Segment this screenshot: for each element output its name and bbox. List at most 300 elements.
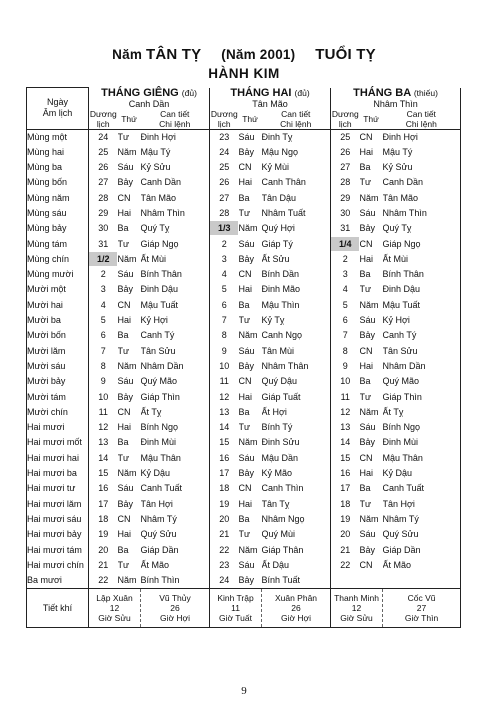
can-chi: Tân Tỵ [261, 498, 290, 509]
weekday: Hai [117, 529, 132, 540]
can-chi: Bính Ngọ [383, 420, 461, 435]
can-chi: Ất Mão [383, 558, 461, 573]
solar-date: 31 [89, 237, 118, 252]
table-row [27, 512, 461, 527]
solar-date: 21 [210, 527, 239, 542]
page-title [0, 46, 488, 63]
can-chi: Canh Tuất [140, 483, 183, 494]
lunar-day-label: Mùng bảy [27, 221, 89, 236]
weekday: Năm [359, 299, 379, 310]
can-chi: Canh Ngọ [261, 330, 303, 341]
lunar-day-label: Mùng năm [27, 191, 89, 206]
solar-date [89, 252, 118, 267]
can-chi: Giáp Thìn [383, 390, 461, 405]
can-chi: Mậu Thìn [261, 299, 300, 310]
solar-date: 3 [210, 252, 239, 267]
can-chi: Bính Tuất [261, 575, 301, 586]
table-row [27, 129, 461, 145]
weekday: Năm [359, 513, 379, 524]
weekday: Bảy [238, 146, 255, 157]
can-chi: Ất Dậu [261, 559, 290, 570]
solar-date: 18 [331, 497, 360, 512]
solar-date: 12 [210, 390, 239, 405]
weekday: Hai [359, 253, 374, 264]
table-row [27, 466, 461, 481]
duong-lich-header: Dương lịch [331, 108, 359, 129]
weekday: Ba [117, 330, 129, 341]
can-chi: Mậu Ngọ [261, 146, 299, 157]
solar-date: 28 [331, 175, 360, 190]
solar-date: 22 [210, 543, 239, 558]
month-start-highlight: 1/2 [89, 252, 117, 266]
table-row [27, 405, 461, 420]
can-chi [383, 573, 461, 589]
solar-date: 6 [331, 313, 360, 328]
table-row [27, 237, 461, 252]
can-chi: Đinh Mùi [383, 435, 461, 450]
weekday: Hai [238, 284, 253, 295]
can-chi: Nhâm Ngọ [261, 513, 305, 524]
solar-date [331, 237, 360, 252]
lunar-day-label: Mùng mười [27, 267, 89, 282]
lunar-day-label: Hai mươi ba [27, 466, 89, 481]
table-row [27, 175, 461, 190]
lunar-day-label: Mười tám [27, 390, 89, 405]
solar-date: 13 [331, 420, 360, 435]
can-chi: Đinh Sửu [261, 437, 300, 448]
can-chi: Mậu Tý [383, 145, 461, 160]
solar-date: 27 [210, 191, 239, 206]
solar-date: 5 [210, 282, 239, 297]
table-row [27, 359, 461, 374]
can-chi: Giáp Ngọ [383, 237, 461, 252]
weekday: Năm [117, 146, 137, 157]
weekday: Tư [117, 238, 130, 249]
can-chi: Kỷ Dậu [383, 466, 461, 481]
lunar-day-label: Mười bảy [27, 374, 89, 389]
can-chi: Canh Thìn [261, 483, 304, 494]
month-start-highlight: 1/4 [331, 237, 359, 251]
solar-date: 8 [331, 344, 360, 359]
weekday: Năm [238, 544, 258, 555]
weekday: Hai [117, 207, 132, 218]
lunar-day-label: Hai mươi chín [27, 558, 89, 573]
solar-date: 9 [210, 344, 239, 359]
can-chi: Kỷ Hợi [140, 315, 168, 326]
lunar-day-label: Mười chín [27, 405, 89, 420]
can-chi: Canh Dần [383, 175, 461, 190]
can-chi: Mậu Thân [140, 452, 181, 463]
weekday: Hai [117, 422, 132, 433]
solar-date: 24 [210, 573, 239, 589]
solar-date: 6 [89, 328, 118, 343]
weekday: Bảy [238, 468, 255, 479]
can-chi: Giáp Dần [383, 543, 461, 558]
table-row [27, 435, 461, 450]
solar-term: Lập Xuân 12 Giờ Sửu [89, 589, 141, 628]
solar-date: 8 [210, 328, 239, 343]
weekday: Bảy [238, 575, 255, 586]
weekday: Năm [238, 437, 258, 448]
solar-date: 15 [210, 435, 239, 450]
weekday: Sáu [117, 376, 134, 387]
solar-date: 27 [89, 175, 118, 190]
weekday: CN [238, 483, 252, 494]
solar-date: 9 [331, 359, 360, 374]
solar-date: 16 [331, 466, 360, 481]
weekday: Năm [359, 406, 379, 417]
weekday: CN [359, 559, 373, 570]
can-chi: Bính Dần [261, 269, 300, 280]
weekday [360, 573, 383, 589]
weekday: Sáu [359, 207, 376, 218]
can-chi: Kỷ Tỵ [261, 315, 285, 326]
can-chi: Ất Hợi [261, 406, 287, 417]
weekday: Sáu [238, 452, 255, 463]
solar-term: Thanh Minh 12 Giờ Sửu [331, 589, 383, 628]
can-chi: Giáp Ngọ [140, 238, 179, 249]
can-chi: Nhâm Thìn [140, 207, 185, 218]
solar-date: 3 [331, 267, 360, 282]
can-chi: Canh Tý [383, 328, 461, 343]
solar-date: 17 [89, 497, 118, 512]
lunar-day-label: Mười lăm [27, 344, 89, 359]
solar-date: 18 [89, 512, 118, 527]
lunar-day-label: Mùng ba [27, 160, 89, 175]
solar-date: 29 [331, 191, 360, 206]
can-chi: Quý Sửu [140, 529, 177, 540]
lunar-day-label: Hai mươi lăm [27, 497, 89, 512]
can-chi: Ất Mùi [140, 253, 167, 264]
solar-date: 18 [210, 481, 239, 496]
title-prefix: Năm [112, 47, 143, 62]
weekday: CN [238, 376, 252, 387]
can-chi: Canh Thân [261, 177, 306, 188]
solar-date: 20 [331, 527, 360, 542]
solar-date: 7 [331, 328, 360, 343]
weekday: Sáu [117, 162, 134, 173]
can-chi: Tân Hợi [383, 497, 461, 512]
weekday: CN [117, 192, 131, 203]
solar-date: 12 [331, 405, 360, 420]
can-chi: Ất Mão [140, 559, 170, 570]
solar-date: 4 [89, 298, 118, 313]
can-chi: Giáp Tý [261, 238, 293, 249]
table-row [27, 497, 461, 512]
month-header-2: THÁNG HAI (đủ) Tân Mão [210, 88, 331, 109]
solar-date: 23 [210, 129, 239, 145]
can-chi: Mậu Tuất [140, 299, 179, 310]
can-chi-header: Can tiết Chi lệnh [383, 109, 461, 130]
can-chi: Kỷ Sửu [140, 162, 171, 173]
weekday: Ba [359, 269, 371, 280]
weekday: Năm [117, 253, 137, 264]
solar-date: 24 [89, 129, 118, 145]
solar-date: 21 [331, 543, 360, 558]
weekday: CN [117, 406, 131, 417]
can-chi: Nhâm Thân [261, 360, 309, 371]
lunar-day-label: Mười bốn [27, 328, 89, 343]
lunar-day-label: Hai mươi [27, 420, 89, 435]
can-chi: Nhâm Thìn [383, 206, 461, 221]
solar-date: 29 [89, 206, 118, 221]
weekday: Ba [238, 299, 250, 310]
weekday: CN [238, 269, 252, 280]
solar-date [331, 573, 360, 589]
solar-date: 2 [210, 237, 239, 252]
solar-date: 16 [89, 481, 118, 496]
solar-date: 16 [210, 451, 239, 466]
table-row [27, 160, 461, 175]
weekday: Tư [117, 131, 130, 142]
table-row [27, 558, 461, 573]
table-row [27, 344, 461, 359]
weekday: Năm [117, 575, 137, 586]
lunar-day-label: Ba mươi [27, 573, 89, 589]
page-subtitle: HÀNH KIM [208, 66, 280, 81]
can-chi: Đinh Dậu [140, 284, 179, 295]
solar-date: 30 [89, 221, 118, 236]
month-header-3: THÁNG BA (thiếu) Nhâm Thìn [331, 88, 461, 109]
weekday: Ba [117, 223, 129, 234]
solar-date: 28 [210, 206, 239, 221]
table-row [27, 267, 461, 282]
solar-date [210, 221, 239, 236]
weekday: Tư [238, 315, 251, 326]
weekday: Sáu [359, 422, 376, 433]
weekday: Hai [238, 177, 253, 188]
solar-date: 26 [331, 145, 360, 160]
can-chi: Kỷ Dậu [140, 468, 171, 479]
weekday: CN [359, 238, 373, 249]
can-chi: Nhâm Dần [140, 360, 184, 371]
solar-date: 14 [210, 420, 239, 435]
can-chi: Giáp Thìn [140, 391, 180, 402]
can-chi: Đinh Mùi [140, 437, 177, 448]
lunar-day-label: Hai mươi mốt [27, 435, 89, 450]
can-chi: Đinh Dậu [383, 282, 461, 297]
can-chi: Mậu Tý [140, 146, 171, 157]
can-chi: Tân Mùi [261, 345, 295, 356]
can-chi: Đinh Tỵ [261, 131, 293, 142]
weekday: Ba [359, 483, 371, 494]
can-chi: Quý Mùi [261, 529, 296, 540]
can-chi: Ất Tỵ [383, 405, 461, 420]
weekday: Bảy [238, 360, 255, 371]
solar-date: 4 [331, 282, 360, 297]
can-chi: Tân Sửu [383, 344, 461, 359]
can-chi: Quý Sửu [383, 527, 461, 542]
weekday: Bảy [359, 544, 376, 555]
weekday: Tư [117, 345, 130, 356]
solar-date: 30 [331, 206, 360, 221]
weekday: CN [238, 162, 252, 173]
weekday: Năm [117, 360, 137, 371]
lunar-day-label: Mùng hai [27, 145, 89, 160]
solar-date: 6 [210, 298, 239, 313]
can-chi: Quý Dậu [261, 376, 298, 387]
month-header-1: THÁNG GIÊNG (đủ) Canh Dần [89, 88, 210, 109]
can-chi: Quý Tỵ [383, 221, 461, 236]
can-chi: Mậu Thân [383, 451, 461, 466]
solar-date: 10 [331, 374, 360, 389]
weekday: Tư [117, 559, 130, 570]
title-gregorian-year: (Năm 2001) [221, 47, 296, 62]
table-row [27, 282, 461, 297]
solar-date: 13 [210, 405, 239, 420]
lunar-day-label: Mười sáu [27, 359, 89, 374]
solar-date: 25 [89, 145, 118, 160]
lunar-day-label: Mùng chín [27, 252, 89, 267]
solar-date: 12 [89, 420, 118, 435]
table-row [27, 543, 461, 558]
solar-date: 5 [89, 313, 118, 328]
can-chi: Quý Tỵ [140, 223, 170, 234]
solar-date: 24 [210, 145, 239, 160]
lunar-day-label: Mười hai [27, 298, 89, 313]
table-row [27, 420, 461, 435]
can-chi: Ất Mùi [383, 252, 461, 267]
can-chi: Bính Tý [261, 422, 293, 433]
weekday: Năm [117, 468, 137, 479]
weekday: Năm [359, 192, 379, 203]
page-number: 9 [241, 685, 247, 697]
solar-date: 11 [89, 405, 118, 420]
solar-date: 4 [210, 267, 239, 282]
table-row [27, 374, 461, 389]
duong-lich-header: Dương lịch [210, 108, 238, 129]
table-row [27, 527, 461, 542]
solar-date: 20 [89, 543, 118, 558]
weekday-header: Thứ [239, 109, 262, 130]
table-row [27, 191, 461, 206]
can-chi: Giáp Tuất [261, 391, 301, 402]
solar-date: 10 [89, 390, 118, 405]
solar-date: 2 [331, 252, 360, 267]
solar-date: 8 [89, 359, 118, 374]
weekday: Tư [238, 422, 251, 433]
solar-term: Kinh Trập 11 Giờ Tuất [210, 589, 262, 628]
weekday: CN [117, 299, 131, 310]
can-chi: Đinh Hợi [383, 129, 461, 145]
solar-date: 11 [210, 374, 239, 389]
can-chi: Kỷ Mão [261, 468, 293, 479]
solar-date: 26 [89, 160, 118, 175]
can-chi: Quý Mão [140, 376, 178, 387]
weekday: Sáu [238, 559, 255, 570]
weekday: Ba [238, 513, 250, 524]
weekday: Bảy [238, 253, 255, 264]
weekday: Bảy [359, 437, 376, 448]
lunar-day-label: Hai mươi sáu [27, 512, 89, 527]
solar-date: 15 [89, 466, 118, 481]
weekday-header: Thứ [360, 109, 383, 130]
weekday: Năm [238, 330, 258, 341]
can-chi: Tân Mão [140, 192, 177, 203]
lunar-day-label: Hai mươi tư [27, 481, 89, 496]
solar-date: 13 [89, 435, 118, 450]
can-chi: Nhâm Tý [140, 513, 177, 524]
weekday: CN [117, 513, 131, 524]
solar-date: 21 [89, 558, 118, 573]
solar-term: Cốc Vũ 27 Giờ Thìn [383, 589, 461, 628]
table-row [27, 145, 461, 160]
weekday: Năm [238, 223, 258, 234]
weekday: CN [359, 131, 373, 142]
weekday: Tư [117, 452, 130, 463]
lunar-day-label: Mười ba [27, 313, 89, 328]
can-chi: Đinh Mão [261, 284, 301, 295]
can-chi: Kỷ Hợi [383, 313, 461, 328]
can-chi-header: Can tiết Chi lệnh [141, 109, 210, 130]
table-row [27, 252, 461, 267]
weekday: Bảy [117, 177, 134, 188]
weekday: Sáu [238, 238, 255, 249]
weekday: Tư [238, 207, 251, 218]
lunar-day-label: Mùng sáu [27, 206, 89, 221]
solar-date: 11 [331, 390, 360, 405]
can-chi-header: Can tiết Chi lệnh [262, 109, 331, 130]
weekday: Ba [359, 376, 371, 387]
table-row [27, 328, 461, 343]
weekday: Tư [238, 529, 251, 540]
can-chi: Tân Hợi [140, 498, 173, 509]
weekday: Hai [117, 315, 132, 326]
can-chi: Canh Tuất [383, 481, 461, 496]
solar-date: 25 [331, 129, 360, 145]
lunar-day-header: Ngày Âm lịch [27, 88, 89, 130]
table-row [27, 390, 461, 405]
weekday: Bảy [117, 498, 134, 509]
weekday: CN [359, 345, 373, 356]
weekday: Hai [359, 146, 374, 157]
weekday: Sáu [359, 529, 376, 540]
weekday: Bảy [117, 391, 134, 402]
can-chi: Tân Mão [383, 191, 461, 206]
weekday: Ba [359, 162, 371, 173]
solar-date: 28 [89, 191, 118, 206]
can-chi: Mậu Tuất [383, 298, 461, 313]
solar-date: 3 [89, 282, 118, 297]
lunar-day-label: Hai mươi tám [27, 543, 89, 558]
solar-date: 15 [331, 451, 360, 466]
weekday: Hai [238, 391, 253, 402]
solar-date: 22 [89, 573, 118, 589]
weekday: Sáu [359, 315, 376, 326]
can-chi: Canh Tý [140, 330, 175, 341]
lunar-calendar-table [26, 87, 461, 628]
solar-date: 20 [210, 512, 239, 527]
table-row [27, 313, 461, 328]
weekday: Bảy [359, 223, 376, 234]
can-chi: Ất Sửu [261, 253, 290, 264]
weekday: Tư [359, 391, 372, 402]
solar-date: 17 [210, 466, 239, 481]
solar-date: 7 [89, 344, 118, 359]
tiet-khi-label: Tiết khí [27, 589, 89, 628]
solar-date: 14 [331, 435, 360, 450]
weekday: Sáu [117, 269, 134, 280]
lunar-day-label: Mười một [27, 282, 89, 297]
lunar-day-label: Mùng một [27, 129, 89, 145]
can-chi: Bính Thân [383, 267, 461, 282]
weekday: Sáu [117, 483, 134, 494]
weekday-header: Thứ [118, 109, 141, 130]
solar-date: 9 [89, 374, 118, 389]
weekday: Sáu [238, 345, 255, 356]
weekday: CN [359, 452, 373, 463]
weekday: Hai [238, 498, 253, 509]
